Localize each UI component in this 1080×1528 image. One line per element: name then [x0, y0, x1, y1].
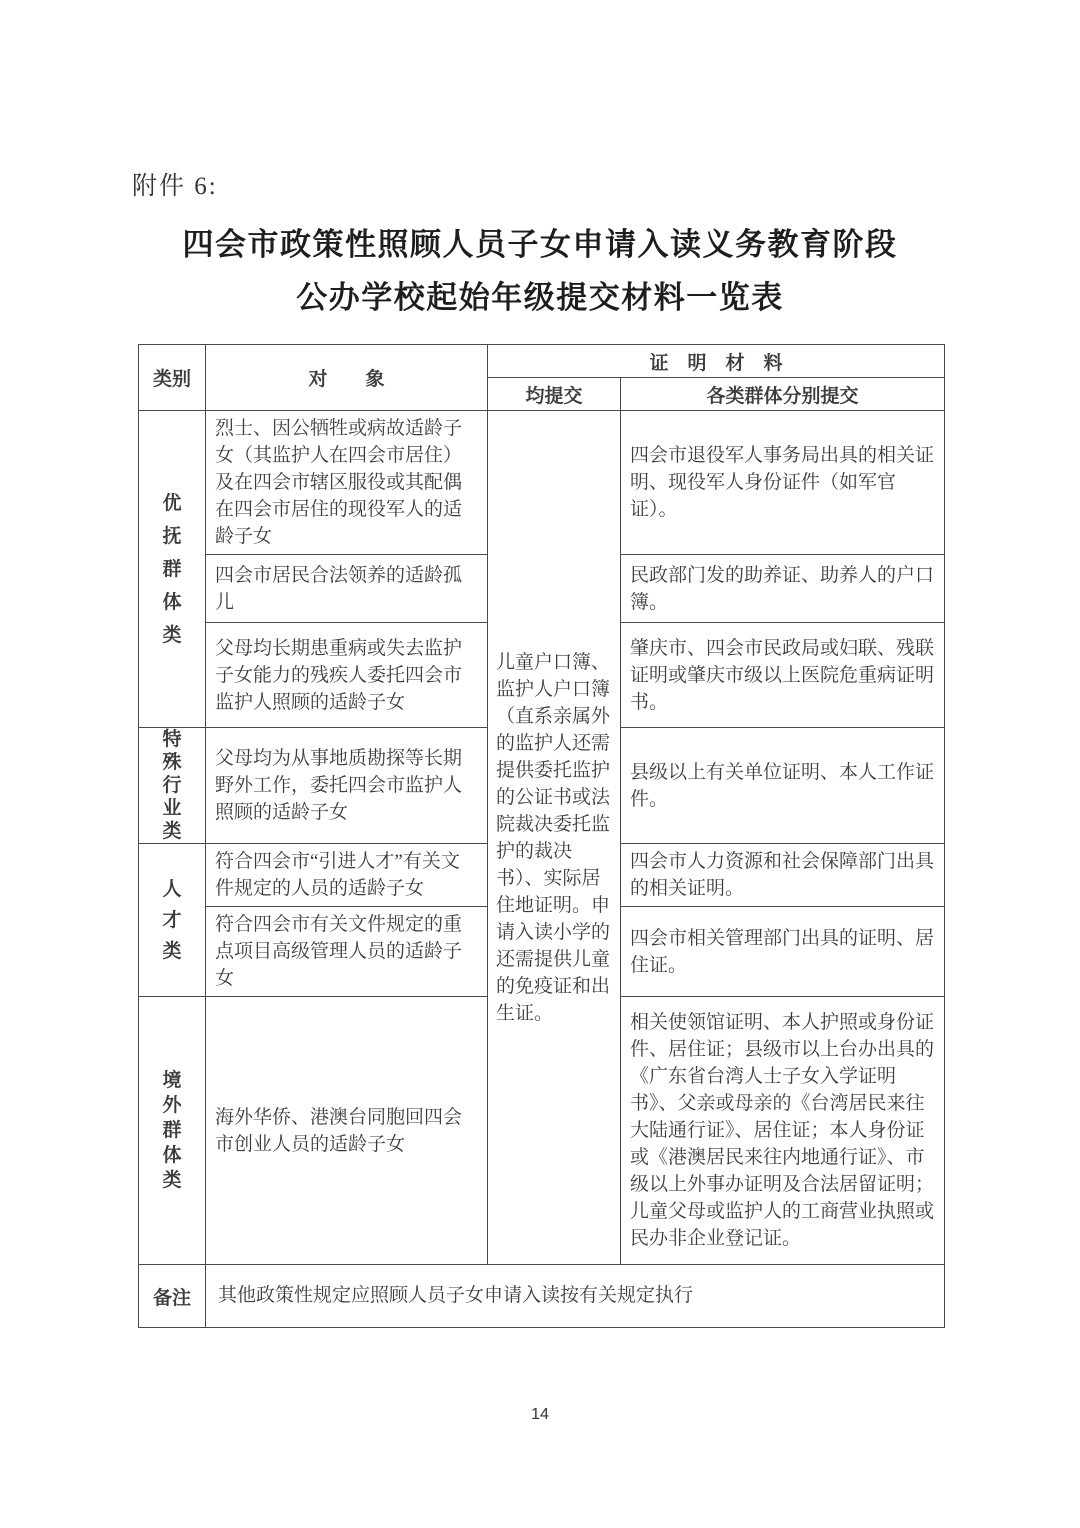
subject-cell: 父母均为从事地质勘探等长期野外工作，委托四会市监护人照顾的适龄子女: [206, 728, 488, 844]
subject-cell: 四会市居民合法领养的适龄孤儿: [206, 555, 488, 623]
table-row: [139, 1265, 945, 1328]
material-cell: 四会市退役军人事务局出具的相关证明、现役军人身份证件（如军官证）。: [621, 411, 945, 555]
col-header-group-submit: 各类群体分别提交: [621, 378, 945, 411]
remark-label: 备注: [139, 1265, 206, 1328]
col-header-category: 类别: [139, 345, 206, 411]
category-label-talent: [139, 844, 206, 997]
category-label-text: 境外群体类: [162, 1070, 182, 1191]
all-submit-cell: 儿童户口簿、监护人户口簿（直系亲属外的监护人还需提供委托监护的公证书或法院裁决委托监护的裁决书）、实际居住地证明。申请入读小学的还需提供儿童的免疫证和出生证。: [488, 411, 621, 1265]
material-cell: 县级以上有关单位证明、本人工作证件。: [621, 728, 945, 844]
category-label-preferential-care: [139, 411, 206, 728]
attachment-label: 附件 6:: [132, 173, 218, 200]
col-header-materials: 证 明 材 料: [488, 345, 945, 378]
col-header-all-submit: 均提交: [488, 378, 621, 411]
subject-cell: 符合四会市“引进人才”有关文件规定的人员的适龄子女: [206, 844, 488, 907]
subject-cell: 海外华侨、港澳台同胞回四会市创业人员的适龄子女: [206, 997, 488, 1265]
materials-table: [138, 344, 945, 1328]
subject-cell: 父母均长期患重病或失去监护子女能力的残疾人委托四会市监护人照顾的适龄子女: [206, 623, 488, 728]
material-cell: 肇庆市、四会市民政局或妇联、残联证明或肇庆市级以上医院危重病证明书。: [621, 623, 945, 728]
title-line-2: 公办学校起始年级提交材料一览表: [296, 280, 784, 315]
material-cell: 民政部门发的助养证、助养人的户口簿。: [621, 555, 945, 623]
category-label-text: 人才类: [162, 878, 182, 962]
col-header-subject: 对 象: [206, 345, 488, 411]
category-label-text: 特殊行业类: [162, 729, 182, 842]
remark-text: 其他政策性规定应照顾人员子女申请入读按有关规定执行: [206, 1265, 945, 1328]
category-label-overseas: [139, 997, 206, 1265]
table-row: [139, 411, 945, 555]
material-cell: 四会市人力资源和社会保障部门出具的相关证明。: [621, 844, 945, 907]
category-label-text: 优抚群体类: [162, 492, 182, 646]
title-line-1: 四会市政策性照顾人员子女申请入读义务教育阶段: [182, 227, 898, 262]
material-cell: 四会市相关管理部门出具的证明、居住证。: [621, 907, 945, 997]
subject-cell: 符合四会市有关文件规定的重点项目高级管理人员的适龄子女: [206, 907, 488, 997]
category-label-special-industry: [139, 728, 206, 844]
page-number: 14: [531, 1406, 549, 1423]
material-cell: 相关使领馆证明、本人护照或身份证件、居住证；县级市以上台办出具的《广东省台湾人士子女入学证明书》、父亲或母亲的《台湾居民来往大陆通行证》、居住证；本人身份证或《港澳居民来往内地通行证》、市级以上外事办证明及合法居留证明；儿童父母或监护人的工商营业执照或民办非企业登记证。: [621, 997, 945, 1265]
subject-cell: 烈士、因公牺牲或病故适龄子女（其监护人在四会市居住）及在四会市辖区服役或其配偶在四会市居住的现役军人的适龄子女: [206, 411, 488, 555]
document-title: [0, 218, 1080, 324]
